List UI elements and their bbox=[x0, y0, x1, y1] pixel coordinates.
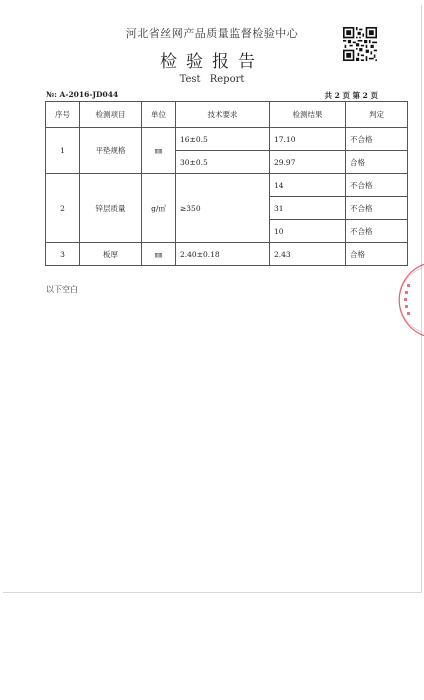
unit: ㎜ bbox=[142, 128, 176, 174]
result: 2.43 bbox=[270, 243, 346, 266]
result: 17.10 bbox=[270, 128, 346, 151]
row-number: 1 bbox=[46, 128, 80, 174]
requirement: 30±0.5 bbox=[176, 151, 270, 174]
header-cell: 检测结果 bbox=[270, 102, 346, 128]
test-item: 锌层质量 bbox=[80, 174, 142, 243]
requirement: 2.40±0.18 bbox=[176, 243, 270, 266]
result: 29.97 bbox=[270, 151, 346, 174]
report-subtitle: Test Report bbox=[179, 74, 245, 85]
verdict: 不合格 bbox=[346, 174, 408, 197]
unit: g/㎡ bbox=[142, 174, 176, 243]
header-cell: 检测项目 bbox=[80, 102, 142, 128]
report-number: №: A-2016-JD044 bbox=[46, 90, 119, 99]
test-item: 平垫规格 bbox=[80, 128, 142, 174]
table-row bbox=[46, 174, 408, 197]
org-name: 河北省丝网产品质量监督检验中心 bbox=[125, 27, 299, 40]
verdict: 不合格 bbox=[346, 220, 408, 243]
red-seal-stamp-icon bbox=[395, 260, 424, 340]
header-cell: 单位 bbox=[142, 102, 176, 128]
requirement: ≥350 bbox=[176, 174, 270, 243]
report-title: 检验报告 bbox=[160, 52, 264, 72]
page-info: 共 2 页 第 2 页 bbox=[324, 91, 378, 100]
report-page bbox=[3, 5, 422, 593]
result: 14 bbox=[270, 174, 346, 197]
table-row bbox=[46, 243, 408, 266]
header-cell: 判定 bbox=[346, 102, 408, 128]
table-header-row bbox=[46, 102, 408, 128]
verdict: 合格 bbox=[346, 243, 408, 266]
end-of-content-note: 以下空白 bbox=[46, 285, 78, 294]
row-number: 2 bbox=[46, 174, 80, 243]
header-cell: 序号 bbox=[46, 102, 80, 128]
verdict: 不合格 bbox=[346, 197, 408, 220]
test-item: 板厚 bbox=[80, 243, 142, 266]
results-table bbox=[45, 101, 408, 266]
requirement: 16±0.5 bbox=[176, 128, 270, 151]
header-cell: 技术要求 bbox=[176, 102, 270, 128]
verdict: 合格 bbox=[346, 151, 408, 174]
unit: ㎜ bbox=[142, 243, 176, 266]
row-number: 3 bbox=[46, 243, 80, 266]
qr-code-icon bbox=[343, 27, 377, 61]
result: 10 bbox=[270, 220, 346, 243]
verdict: 不合格 bbox=[346, 128, 408, 151]
table-row bbox=[46, 128, 408, 151]
result: 31 bbox=[270, 197, 346, 220]
